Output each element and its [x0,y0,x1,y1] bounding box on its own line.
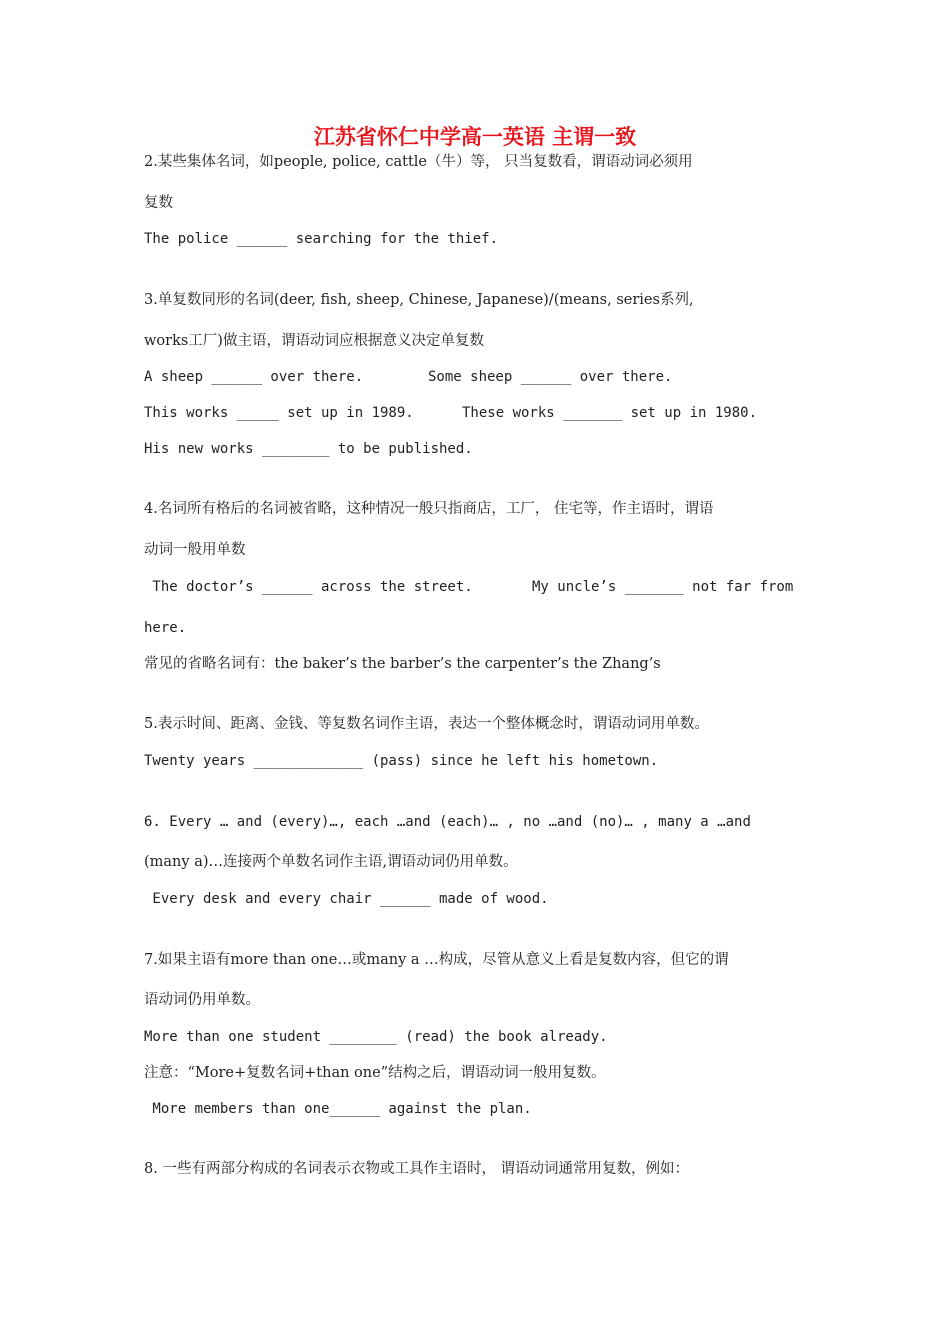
rule-3-line-2: works工厂)做主语，谓语动词应根据意义决定单复数 [144,333,484,349]
rule-4-line-2: 动词一般用单数 [144,542,246,558]
example-3-1b: Some sheep ______ over there. [428,369,673,385]
example-3-3: His new works ________ to be published. [144,441,473,457]
rule-3-line-1: 3.单复数同形的名词(deer, fish, sheep, Chinese, Japanese)/(means, series系列, [144,292,694,308]
example-6-1: Every desk and every chair ______ made of wood. [144,891,549,907]
example-4-1b: My uncle’s _______ not far from [532,579,794,595]
rule-8: 8. 一些有两部分构成的名词表示衣物或工具作主语时， 谓语动词通常用复数，例如： [144,1161,690,1177]
example-3-2b: These works _______ set up in 1980. [462,405,758,421]
example-3-2a: This works _____ set up in 1989. [144,405,414,421]
rule-5: 5.表示时间、距离、金钱、等复数名词作主语，表达一个整体概念时，谓语动词用单数。 [144,716,709,732]
rule-6-line-1: 6. Every … and (every)…, each …and (each)… , no …and (no)… , many a …and [144,814,751,830]
note-7: 注意：“More+复数名词+than one”结构之后，谓语动词一般用复数。 [144,1065,606,1081]
rule-2-line-2: 复数 [144,195,173,211]
rule-7-line-2: 语动词仍用单数。 [144,992,260,1008]
example-7-1: More than one student ________ (read) the book already. [144,1029,608,1045]
rule-6-line-2: (many a)…连接两个单数名词作主语,谓语动词仍用单数。 [144,854,518,870]
rule-4-line-1: 4.名词所有格后的名词被省略，这种情况一般只指商店，工厂， 住宅等，作主语时，谓语 [144,501,714,517]
page-title: 江苏省怀仁中学高一英语 主谓一致 [313,125,637,149]
rule-7-line-1: 7.如果主语有more than one…或many a …构成，尽管从意义上看是复数内容，但它的谓 [144,952,729,968]
example-3-1a: A sheep ______ over there. [144,369,364,385]
example-5-1: Twenty years _____________ (pass) since he left his hometown. [144,753,659,769]
example-4-1c: here. [144,620,187,636]
note-4: 常见的省略名词有：the baker’s the barber’s the carpenter’s the Zhang’s [144,656,661,672]
example-7-2: More members than one______ against the plan. [144,1101,532,1117]
example-2-1: The police ______ searching for the thief. [144,231,499,247]
rule-2-text: 2.某些集体名词，如people, police, cattle（牛）等， 只当复数看，谓语动词必须用 [144,154,693,170]
example-4-1a: The doctor’s ______ across the street. [144,579,473,595]
rule-2-line-1 [144,152,807,172]
